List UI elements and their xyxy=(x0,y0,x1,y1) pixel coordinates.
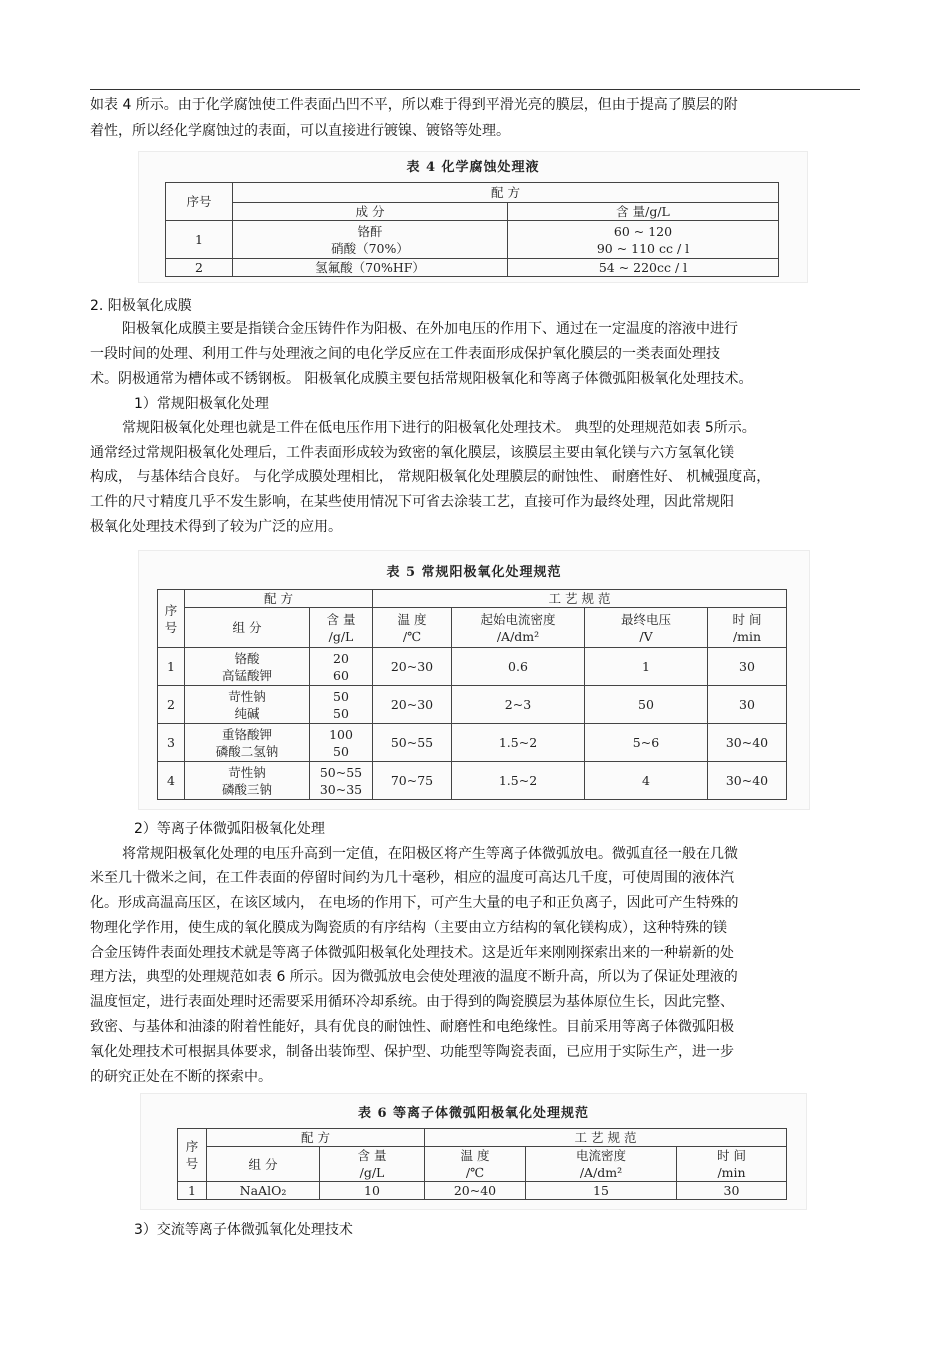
table-5 xyxy=(157,589,787,800)
paragraph-line: 术。阴极通常为槽体或不锈钢板。 阳极氧化成膜主要包括常规阳极氧化和等离子体微弧阳极氧化处理技术。 xyxy=(90,371,753,387)
paragraph-line: 将常规阳极氧化处理的电压升高到一定值，在阳极区将产生等离子体微弧放电。微弧直径一般在几微 xyxy=(122,846,738,862)
table-cell: 10 xyxy=(320,1182,425,1200)
table-5-header-seq: 序号 xyxy=(158,590,185,648)
header-text: 含 量 xyxy=(326,611,356,627)
header-unit: /℃ xyxy=(465,1165,485,1180)
table-5-header-current xyxy=(452,608,585,648)
table-cell: 4 xyxy=(158,762,185,800)
subsection-heading: 1）常规阳极氧化处理 xyxy=(134,396,269,412)
cell-text: 纯碱 xyxy=(234,705,260,721)
table-cell xyxy=(185,724,310,762)
paragraph-line: 如表 4 所示。由于化学腐蚀使工件表面凸凹不平，所以难于得到平滑光亮的膜层，但由于提高了膜层的附 xyxy=(90,97,738,113)
table-row xyxy=(158,762,787,800)
table-cell: 30 xyxy=(677,1182,787,1200)
paragraph-line: 着性，所以经化学腐蚀过的表面，可以直接进行镀镍、镀铬等处理。 xyxy=(90,123,510,139)
table-cell: 30~40 xyxy=(708,724,787,762)
cell-text: 30~35 xyxy=(319,781,363,797)
cell-text: 50 xyxy=(333,705,349,721)
table-6-header-temperature xyxy=(425,1147,526,1182)
header-unit: /min xyxy=(732,628,762,644)
table-cell xyxy=(185,648,310,686)
header-unit: /g/L xyxy=(328,628,354,644)
table-5-caption: 表 5 常规阳极氧化处理规范 xyxy=(386,565,562,580)
table-4-header-component: 成 分 xyxy=(233,203,508,221)
cell-text: 60 ~ 120 xyxy=(613,223,673,239)
table-cell: 3 xyxy=(158,724,185,762)
table-4-caption: 表 4 化学腐蚀处理液 xyxy=(406,160,540,175)
table-cell: 20~30 xyxy=(373,686,452,724)
table-cell: 2 xyxy=(166,259,233,277)
table-5-header-formula: 配 方 xyxy=(185,590,373,608)
header-text: 含 量 xyxy=(357,1148,387,1163)
paragraph-line: 米至几十微米之间，在工件表面的停留时间约为几十毫秒，相应的温度可高达几千度，可使周围的液体汽 xyxy=(90,870,734,886)
table-cell xyxy=(310,762,373,800)
header-unit: /V xyxy=(639,628,653,644)
table-cell: 1 xyxy=(585,648,708,686)
table-6-figure xyxy=(140,1093,807,1210)
paragraph-line: 阳极氧化成膜主要是指镁合金压铸件作为阳极、在外加电压的作用下、通过在一定温度的溶液中进行 xyxy=(122,321,738,337)
table-cell: 1 xyxy=(158,648,185,686)
paragraph-line: 致密、与基体和油漆的附着性能好，具有优良的耐蚀性、耐磨性和电绝缘性。目前采用等离子体微弧阳极 xyxy=(90,1019,734,1035)
cell-text: 铬酐 xyxy=(357,223,383,239)
cell-text: 100 xyxy=(329,726,353,742)
table-6-header-content xyxy=(320,1147,425,1182)
table-5-header-time xyxy=(708,608,787,648)
paragraph-line: 氧化处理技术可根据具体要求，制备出装饰型、保护型、功能型等陶瓷表面，已应用于实际生产，进一步 xyxy=(90,1044,734,1060)
table-5-header-content xyxy=(310,608,373,648)
table-cell: 1 xyxy=(166,221,233,259)
section-heading: 2. 阳极氧化成膜 xyxy=(90,298,192,314)
header-text: 起始电流密度 xyxy=(480,611,556,627)
table-6-header-component: 组 分 xyxy=(207,1147,320,1182)
paragraph-line: 构成， 与基体结合良好。 与化学成膜处理相比， 常规阳极氧化处理膜层的耐蚀性、 耐磨性好、 机械强度高， xyxy=(90,469,771,485)
paragraph-line: 合金压铸件表面处理技术就是等离子体微弧阳极氧化处理技术。这是近年来刚刚探索出来的一种崭新的处 xyxy=(90,945,734,961)
table-cell xyxy=(310,724,373,762)
paragraph-line: 理方法，典型的处理规范如表 6 所示。因为微弧放电会使处理液的温度不断升高，所以为了保证处理液的 xyxy=(90,969,738,985)
header-unit: /℃ xyxy=(402,628,422,644)
table-row xyxy=(166,221,779,259)
cell-text: 苛性钠 xyxy=(228,764,266,780)
table-cell: 5~6 xyxy=(585,724,708,762)
table-6-header-process: 工 艺 规 范 xyxy=(425,1129,787,1147)
table-row xyxy=(178,1182,787,1200)
header-text: 电流密度 xyxy=(575,1148,626,1163)
table-6-header-time xyxy=(677,1147,787,1182)
table-6-caption: 表 6 等离子体微弧阳极氧化处理规范 xyxy=(357,1106,590,1121)
table-cell xyxy=(185,686,310,724)
table-cell: 30~40 xyxy=(708,762,787,800)
paragraph-line: 极氧化处理技术得到了较为广泛的应用。 xyxy=(90,519,342,535)
table-6-header-formula: 配 方 xyxy=(207,1129,425,1147)
paragraph-line: 工件的尺寸精度几乎不发生影响，在某些使用情况下可省去涂装工艺，直接可作为最终处理，因此常规阳 xyxy=(90,494,734,510)
table-cell xyxy=(310,686,373,724)
table-6 xyxy=(177,1128,787,1200)
table-cell: 50~55 xyxy=(373,724,452,762)
header-text: 温 度 xyxy=(460,1148,490,1163)
table-cell xyxy=(310,648,373,686)
cell-text: 磷酸三钠 xyxy=(221,781,272,797)
cell-text: 高锰酸钾 xyxy=(221,667,272,683)
table-cell: 54 ~ 220cc / l xyxy=(508,259,779,277)
header-unit: /g/L xyxy=(359,1165,385,1180)
table-6-header-current xyxy=(526,1147,677,1182)
subsection-heading: 3）交流等离子体微弧氧化处理技术 xyxy=(134,1222,353,1238)
paragraph-line: 通常经过常规阳极氧化处理后，工件表面形成较为致密的氧化膜层，该膜层主要由氧化镁与六方氢氧化镁 xyxy=(90,445,734,461)
paragraph-line: 常规阳极氧化处理也就是工件在低电压作用下进行的阳极氧化处理技术。 典型的处理规范如表 5所示。 xyxy=(122,420,756,436)
table-4-header-content: 含 量/g/L xyxy=(508,203,779,221)
paragraph-line: 一段时间的处理、利用工件与处理液之间的电化学反应在工件表面形成保护氧化膜层的一类表面处理技 xyxy=(90,346,720,362)
table-cell: 15 xyxy=(526,1182,677,1200)
table-5-header-process: 工 艺 规 范 xyxy=(373,590,787,608)
table-cell: 30 xyxy=(708,648,787,686)
table-4 xyxy=(165,182,779,277)
table-4-header-formula: 配 方 xyxy=(233,183,779,203)
cell-text: 铬酸 xyxy=(234,650,260,666)
paragraph-line: 物理化学作用，使生成的氧化膜成为陶瓷质的有序结构（主要由立方结构的氧化镁构成），这种特殊的镁 xyxy=(90,920,727,936)
header-unit: /A/dm² xyxy=(496,628,540,644)
header-unit: /A/dm² xyxy=(579,1165,623,1180)
table-4-header-seq: 序号 xyxy=(166,183,233,221)
table-cell: 1.5~2 xyxy=(452,724,585,762)
table-cell: NaAlO₂ xyxy=(207,1182,320,1200)
cell-text: 60 xyxy=(333,667,349,683)
table-row xyxy=(166,259,779,277)
header-unit: /min xyxy=(717,1165,746,1180)
cell-text: 50 xyxy=(333,743,349,759)
table-4-figure xyxy=(138,151,808,283)
paragraph-line: 化。形成高温高压区，在该区域内， 在电场的作用下，可产生大量的电子和正负离子，因此可产生特殊的 xyxy=(90,895,739,911)
cell-text: 重铬酸钾 xyxy=(221,726,272,742)
cell-text: 90 ~ 110 cc / l xyxy=(596,240,690,256)
cell-text: 苛性钠 xyxy=(228,688,266,704)
table-cell xyxy=(185,762,310,800)
table-cell: 氢氟酸（70%HF） xyxy=(233,259,508,277)
header-text: 时 间 xyxy=(732,611,762,627)
table-cell: 20~40 xyxy=(425,1182,526,1200)
header-rule xyxy=(90,89,860,90)
table-cell: 2~3 xyxy=(452,686,585,724)
table-5-figure xyxy=(138,550,810,810)
table-cell xyxy=(233,221,508,259)
cell-text: 20 xyxy=(333,650,349,666)
subsection-heading: 2）等离子体微弧阳极氧化处理 xyxy=(134,821,325,837)
table-5-header-voltage xyxy=(585,608,708,648)
table-cell: 4 xyxy=(585,762,708,800)
table-5-header-temperature xyxy=(373,608,452,648)
table-cell: 30 xyxy=(708,686,787,724)
table-cell: 20~30 xyxy=(373,648,452,686)
table-cell xyxy=(508,221,779,259)
table-row xyxy=(158,686,787,724)
table-row xyxy=(158,724,787,762)
table-cell: 1.5~2 xyxy=(452,762,585,800)
cell-text: 50 xyxy=(333,688,349,704)
cell-text: 硝酸（70%） xyxy=(331,240,409,256)
cell-text: 磷酸二氢钠 xyxy=(215,743,279,759)
paragraph-line: 温度恒定，进行表面处理时还需要采用循环冷却系统。由于得到的陶瓷膜层为基体原位生长，因此完整、 xyxy=(90,994,734,1010)
paragraph-line: 的研究正处在不断的探索中。 xyxy=(90,1069,272,1085)
table-6-header-seq: 序号 xyxy=(178,1129,207,1182)
table-cell: 50 xyxy=(585,686,708,724)
header-text: 温 度 xyxy=(397,611,427,627)
table-cell: 0.6 xyxy=(452,648,585,686)
header-text: 最终电压 xyxy=(620,611,671,627)
cell-text: 50~55 xyxy=(319,764,363,780)
table-cell: 2 xyxy=(158,686,185,724)
header-text: 时 间 xyxy=(717,1148,746,1163)
table-row xyxy=(158,648,787,686)
table-cell: 70~75 xyxy=(373,762,452,800)
table-cell: 1 xyxy=(178,1182,207,1200)
table-5-header-component: 组 分 xyxy=(185,608,310,648)
